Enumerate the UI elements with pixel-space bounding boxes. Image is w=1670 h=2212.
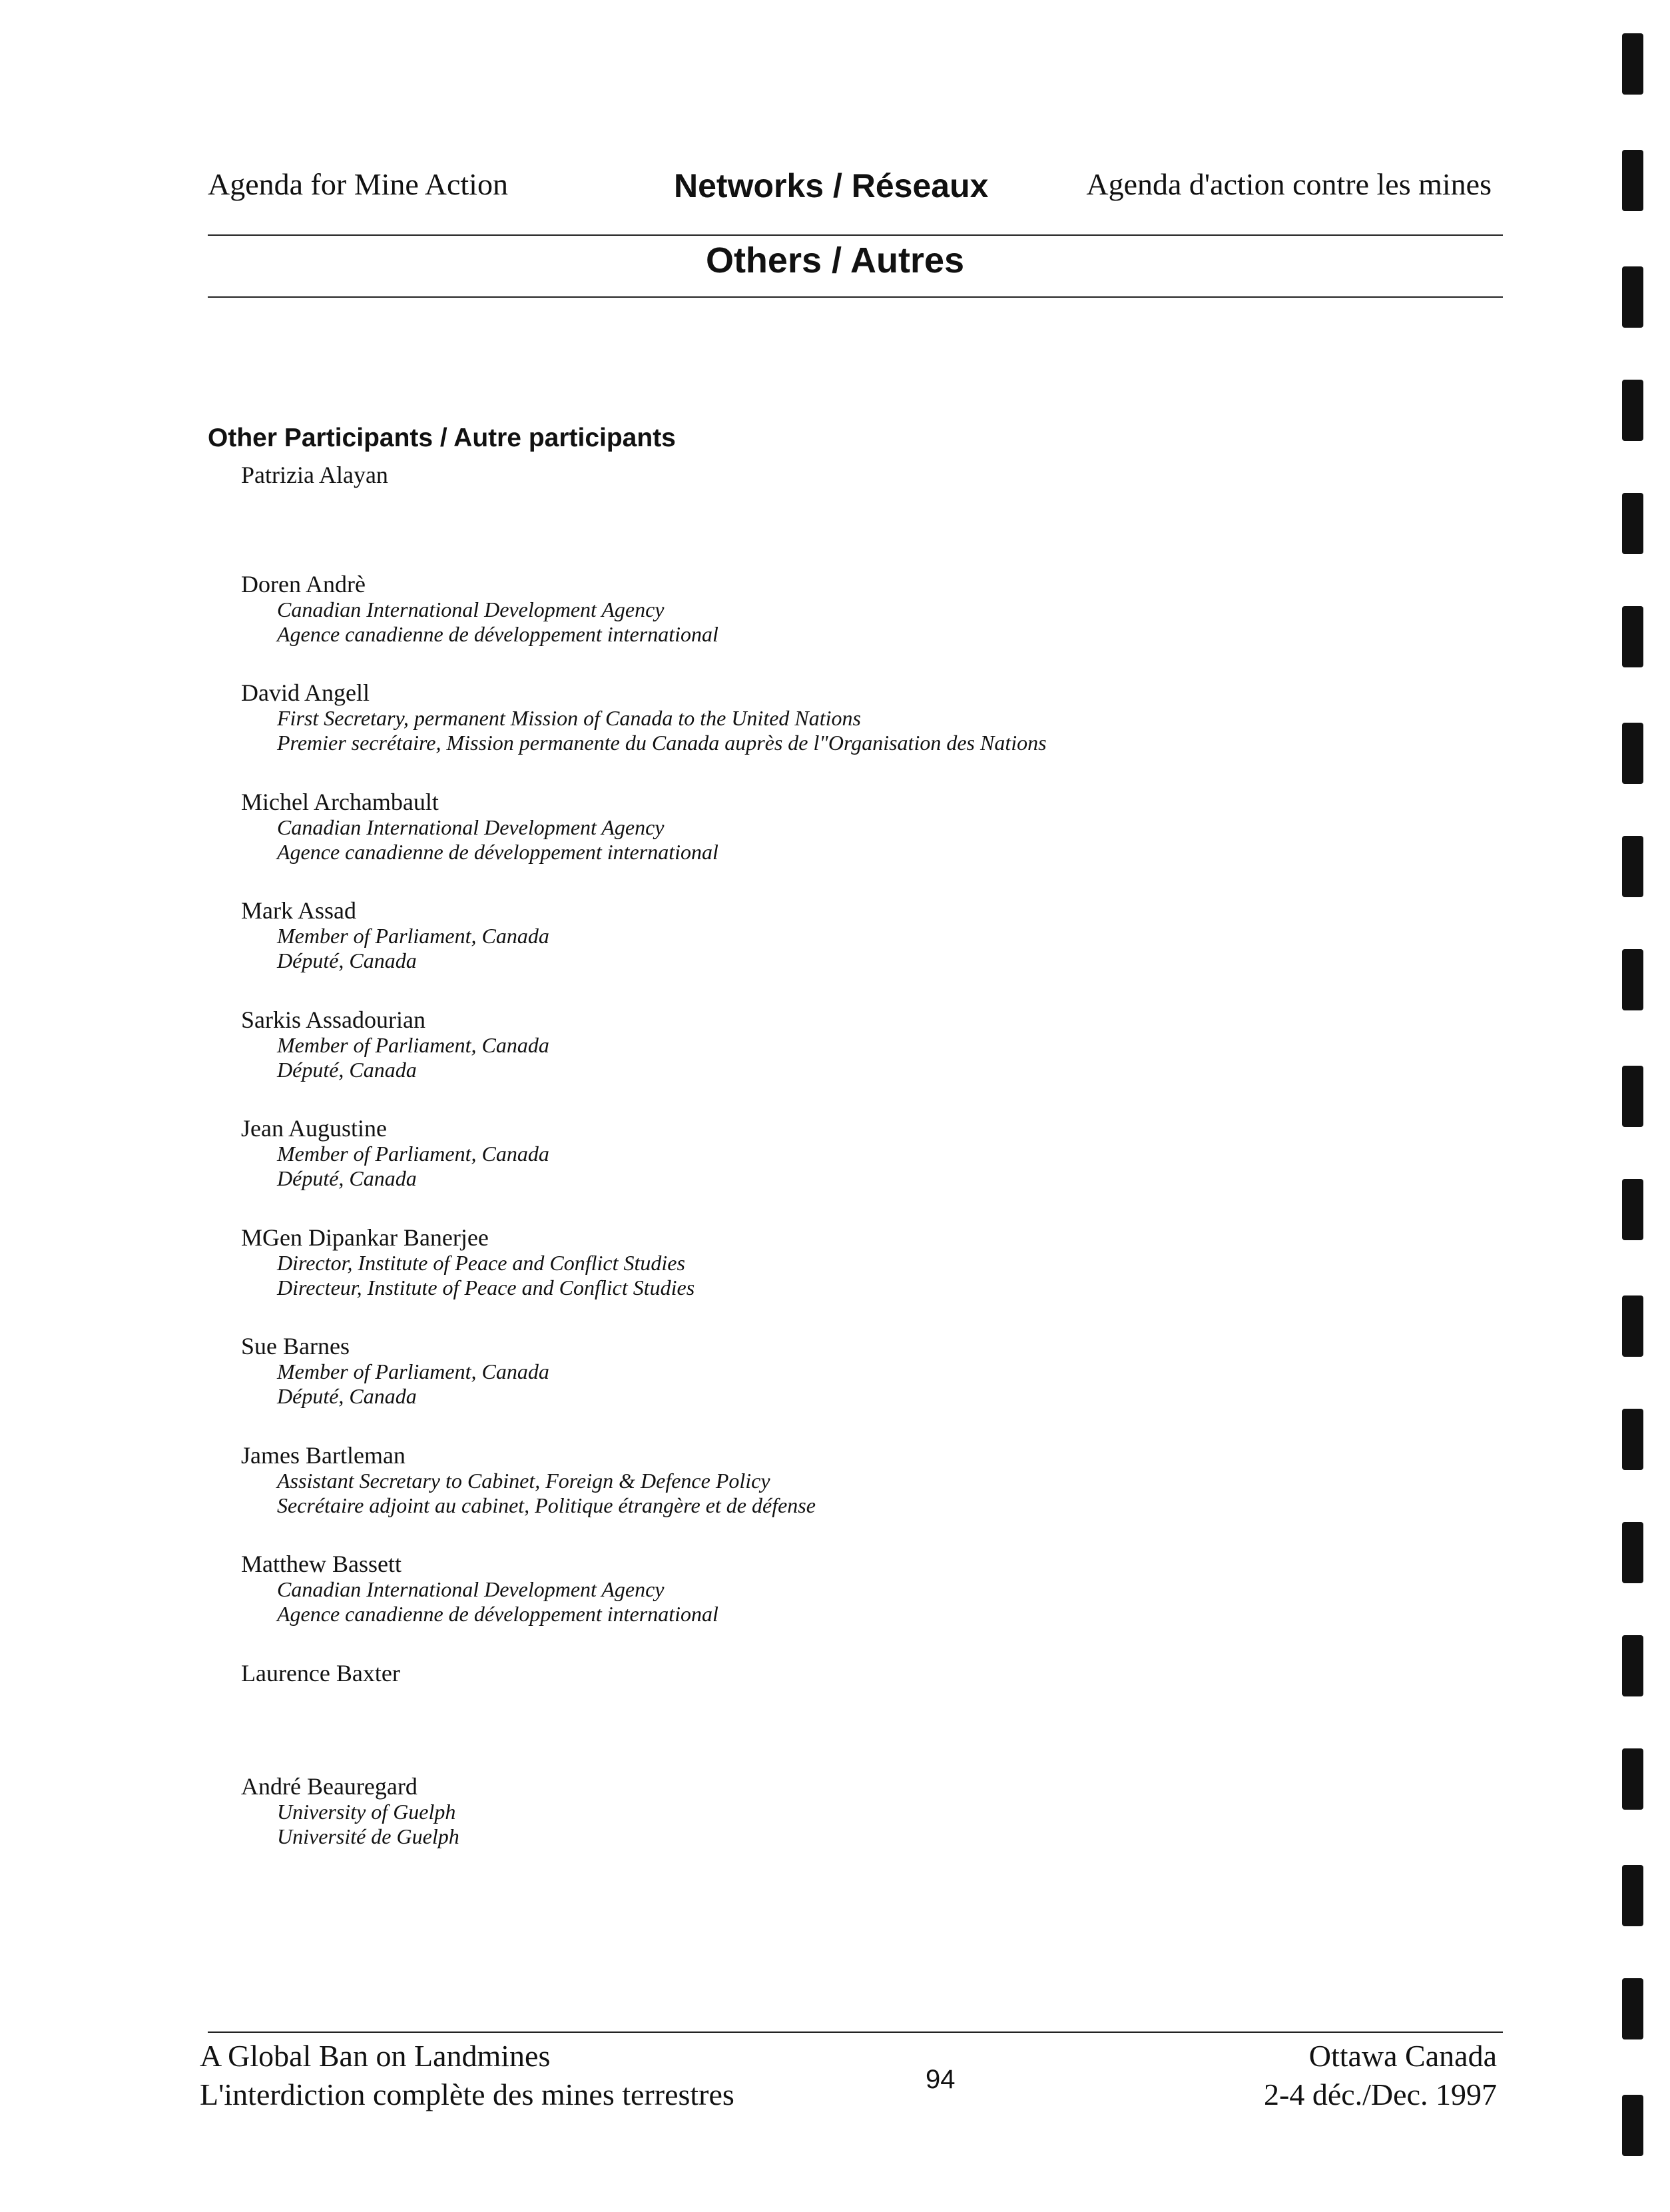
binder-hole <box>1622 1748 1643 1810</box>
footer-rule <box>208 2031 1503 2033</box>
participant-affiliation-en: Assistant Secretary to Cabinet, Foreign & Defence Policy <box>277 1468 770 1493</box>
binder-hole <box>1622 1978 1643 2039</box>
binder-hole <box>1622 723 1643 784</box>
binder-hole <box>1622 1066 1643 1127</box>
binder-hole <box>1622 2095 1643 2156</box>
section-title: Others / Autres <box>705 240 965 280</box>
list-item <box>241 1773 1506 1882</box>
participant-affiliation-fr: Député, Canada <box>277 1057 417 1082</box>
header-left: Agenda for Mine Action <box>208 167 508 201</box>
list-item <box>241 571 1506 680</box>
list-item <box>241 679 1506 789</box>
binder-hole <box>1622 1409 1643 1470</box>
participant-affiliation-en: Member of Parliament, Canada <box>277 924 549 948</box>
binder-hole <box>1622 1295 1643 1357</box>
binder-holes <box>1622 0 1649 2212</box>
participant-name: Michel Archambault <box>241 788 439 815</box>
participant-affiliation-en: Member of Parliament, Canada <box>277 1142 549 1166</box>
participant-name: Laurence Baxter <box>241 1659 400 1686</box>
binder-hole <box>1622 266 1643 328</box>
list-item <box>241 1551 1506 1660</box>
participant-name: Sue Barnes <box>241 1333 350 1359</box>
header-rule <box>208 234 1503 236</box>
participant-affiliation-fr: Agence canadienne de développement international <box>277 839 718 864</box>
participant-name: MGen Dipankar Banerjee <box>241 1224 489 1251</box>
participant-name: Patrizia Alayan <box>241 462 388 488</box>
participant-affiliation-fr: Directeur, Institute of Peace and Conflict Studies <box>277 1275 695 1299</box>
participant-name: Sarkis Assadourian <box>241 1006 425 1033</box>
participant-affiliation-en: Canadian International Development Agency <box>277 815 665 839</box>
list-heading: Other Participants / Autre participants <box>208 424 676 452</box>
binder-hole <box>1622 1522 1643 1583</box>
participant-affiliation-en: Member of Parliament, Canada <box>277 1032 549 1057</box>
footer-title-en: A Global Ban on Landmines <box>200 2039 551 2073</box>
binder-hole <box>1622 33 1643 95</box>
participant-affiliation-fr: Secrétaire adjoint au cabinet, Politique étrangère et de défense <box>277 1493 816 1517</box>
participant-affiliation-en: University of Guelph <box>277 1799 456 1824</box>
list-item <box>241 1442 1506 1551</box>
footer-date: 2-4 déc./Dec. 1997 <box>1264 2077 1497 2111</box>
list-item <box>241 1006 1506 1116</box>
binder-hole <box>1622 949 1643 1010</box>
binder-hole <box>1622 380 1643 441</box>
header-right: Agenda d'action contre les mines <box>1086 167 1492 201</box>
participant-name: André Beauregard <box>241 1772 418 1800</box>
binder-hole <box>1622 606 1643 667</box>
page-number: 94 <box>926 2065 956 2094</box>
list-item <box>241 1224 1506 1333</box>
participant-affiliation-fr: Député, Canada <box>277 948 417 972</box>
footer-title-fr: L'interdiction complète des mines terrestres <box>200 2077 734 2111</box>
participant-affiliation-fr: Agence canadienne de développement international <box>277 621 718 646</box>
participant-affiliation-en: Canadian International Development Agency <box>277 1577 665 1601</box>
footer-location: Ottawa Canada <box>1308 2039 1497 2073</box>
participant-list <box>241 462 1506 1882</box>
participant-affiliation-fr: Agence canadienne de développement international <box>277 1602 718 1626</box>
participant-name: Mark Assad <box>241 897 356 924</box>
header-center: Networks / Réseaux <box>674 167 989 204</box>
participant-name: James Bartleman <box>241 1441 406 1469</box>
participant-affiliation-en: Canadian International Development Agency <box>277 597 665 621</box>
binder-hole <box>1622 1179 1643 1240</box>
binder-hole <box>1622 836 1643 897</box>
participant-name: David Angell <box>241 679 370 706</box>
list-item <box>241 1115 1506 1224</box>
list-item <box>241 1333 1506 1442</box>
participant-affiliation-en: First Secretary, permanent Mission of Canada to the United Nations <box>277 706 861 730</box>
binder-hole <box>1622 150 1643 211</box>
list-item <box>241 789 1506 898</box>
participant-affiliation-fr: Député, Canada <box>277 1384 417 1408</box>
list-item <box>241 462 1506 571</box>
participant-affiliation-en: Member of Parliament, Canada <box>277 1359 549 1383</box>
participant-name: Doren Andrè <box>241 570 366 597</box>
participant-affiliation-fr: Université de Guelph <box>277 1824 459 1848</box>
participant-name: Matthew Bassett <box>241 1551 402 1577</box>
participant-affiliation-fr: Premier secrétaire, Mission permanente du Canada auprès de l"Organisation des Nations <box>277 731 1047 755</box>
participant-name: Jean Augustine <box>241 1115 387 1142</box>
list-item <box>241 1660 1506 1773</box>
binder-hole <box>1622 493 1643 554</box>
participant-affiliation-fr: Député, Canada <box>277 1166 417 1190</box>
list-item <box>241 897 1506 1006</box>
binder-hole <box>1622 1865 1643 1926</box>
section-rule <box>208 296 1503 298</box>
binder-hole <box>1622 1635 1643 1696</box>
participant-affiliation-en: Director, Institute of Peace and Conflict Studies <box>277 1250 685 1275</box>
